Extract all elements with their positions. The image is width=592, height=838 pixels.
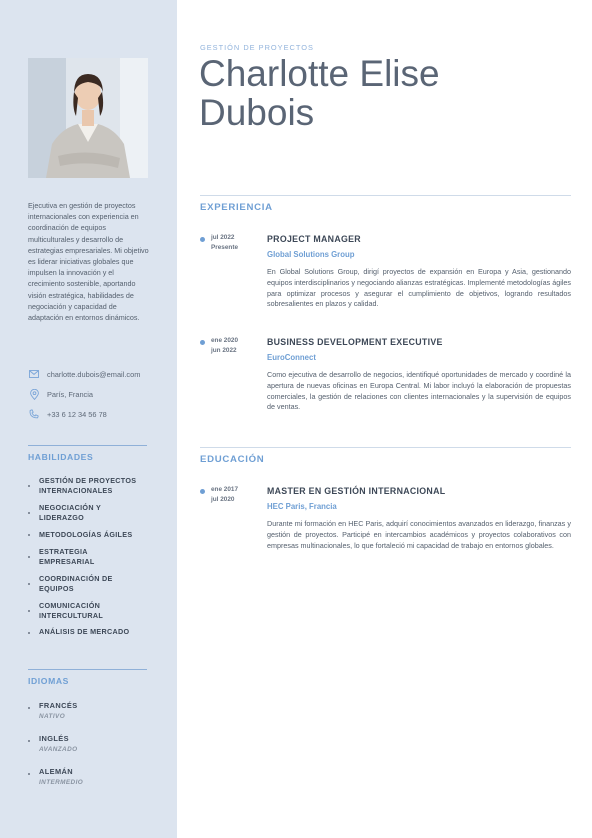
list-item [28,767,158,786]
sidebar [0,0,177,838]
envelope-icon [28,368,40,380]
entry-dates [211,233,261,253]
bullet-icon [28,485,30,487]
skill-label-line: EMPRESARIAL [39,557,95,567]
entry-title: PROJECT MANAGER [267,234,361,244]
list-item [28,601,158,622]
contact-location-text: París, Francia [47,389,94,399]
date-start: jul 2022 [211,234,235,241]
contact-phone[interactable] [28,404,158,424]
skill-label-line: INTERNACIONALES [39,486,113,496]
date-start: ene 2020 [211,337,239,344]
list-item [28,627,158,637]
skill-label-line: EQUIPOS [39,584,74,594]
phone-icon [28,408,40,420]
skill-label-line: LIDERAZGO [39,513,85,523]
skill-label-line: COMUNICACIÓN [39,600,101,610]
language-level: NATIVO [39,713,66,720]
skill-label-line: ESTRATEGIA [39,547,88,557]
languages-heading: IDIOMAS [28,676,69,686]
list-item [28,734,158,753]
entry-body [267,233,571,310]
entry-description: En Global Solutions Group, dirigí proyectos de expansión en Europa y Asia, gestionando equipos interdisciplinarios y negociando alianzas estratégicas. Implementé metodologías ágiles para optimizar procesos y asegurar el cumplimiento de objetivos, logrando resultados sobresalientes en plazos y calidad. [267,267,571,309]
date-end: Presente [211,244,238,251]
bullet-icon [28,740,30,742]
divider [200,195,571,196]
role-tag: GESTIÓN DE PROYECTOS [200,43,314,52]
page-title [199,54,559,132]
timeline-dot-icon [200,340,205,345]
contact-email-text: charlotte.dubois@email.com [47,369,141,379]
skill-label-line: COORDINACIÓN DE [39,573,113,583]
date-end: jul 2020 [211,496,235,503]
bullet-icon [28,512,30,514]
skills-list [28,476,158,644]
date-end: jun 2022 [211,347,237,354]
list-item [28,503,158,524]
language-level: AVANZADO [39,746,78,753]
skills-heading: HABILIDADES [28,452,94,462]
list-item [28,574,158,595]
entry-body [267,485,571,551]
list-item [28,701,158,720]
languages-list [28,701,158,800]
date-start: ene 2017 [211,486,239,493]
entry-organization: HEC Paris, Francia [267,502,337,511]
contact-email[interactable] [28,364,158,384]
entry-organization: Global Solutions Group [267,250,355,259]
divider [200,447,571,448]
timeline-dot-icon [200,237,205,242]
bullet-icon [28,556,30,558]
divider [28,445,147,446]
location-pin-icon [28,388,40,400]
skill-label-line: METODOLOGÍAS ÁGILES [39,529,133,539]
skill-label-line: NEGOCIACIÓN Y [39,502,102,512]
list-item [28,530,158,540]
entry-title: BUSINESS DEVELOPMENT EXECUTIVE [267,337,443,347]
profile-summary: Ejecutiva en gestión de proyectos internacionales con experiencia en coordinación de equipos multiculturales y desarrollo de estrategias empresariales. Mi objetivo es liderar iniciativas globales que impulsen la innovación y el crecimiento sostenible, aportando visión estratégica, habilidades de negociación y capacidad de adaptación en entornos dinámicos. [28,201,149,323]
language-name: INGLÉS [39,734,69,743]
bullet-icon [28,632,30,634]
entry-body [267,336,571,413]
contact-location [28,384,158,404]
contact-list [28,364,158,424]
skill-label-line: INTERCULTURAL [39,611,104,621]
entry-dates [211,336,261,356]
divider [28,669,147,670]
language-name: ALEMÁN [39,767,74,776]
list-item [28,547,158,568]
bullet-icon [28,534,30,536]
bullet-icon [28,610,30,612]
language-name: FRANCÉS [39,701,78,710]
skill-label-line: ANÁLISIS DE MERCADO [39,627,130,637]
profile-photo [28,58,148,178]
bullet-icon [28,773,30,775]
experience-heading: EXPERIENCIA [200,202,273,213]
bullet-icon [28,707,30,709]
entry-title: MASTER EN GESTIÓN INTERNACIONAL [267,486,446,496]
entry-description: Durante mi formación en HEC Paris, adquirí conocimientos avanzados en liderazgo, finanzas y gestión de proyectos. Participé en intercambios académicos y proyectos colaborativos con empresas multinacionales, lo que fortaleció mi capacidad de trabajo en entornos globales. [267,519,571,550]
entry-organization: EuroConnect [267,353,316,362]
contact-phone-text: +33 6 12 34 56 78 [47,409,107,419]
timeline-dot-icon [200,489,205,494]
name-line: Charlotte Elise [199,53,440,94]
list-item [28,476,158,497]
entry-dates [211,485,261,505]
skill-label-line: GESTIÓN DE PROYECTOS [39,476,137,485]
language-level: INTERMEDIO [39,779,84,786]
entry-description: Como ejecutiva de desarrollo de negocios, identifiqué oportunidades de mercado y coordiné la apertura de nuevas oficinas en Europa Central. Mi labor incluyó la elaboración de propuestas comerciales, la gestión de relaciones con clientes internacionales y la supervisión de equipos de ventas. [267,370,571,412]
bullet-icon [28,583,30,585]
name-line: Dubois [199,92,315,133]
education-heading: EDUCACIÓN [200,454,265,465]
